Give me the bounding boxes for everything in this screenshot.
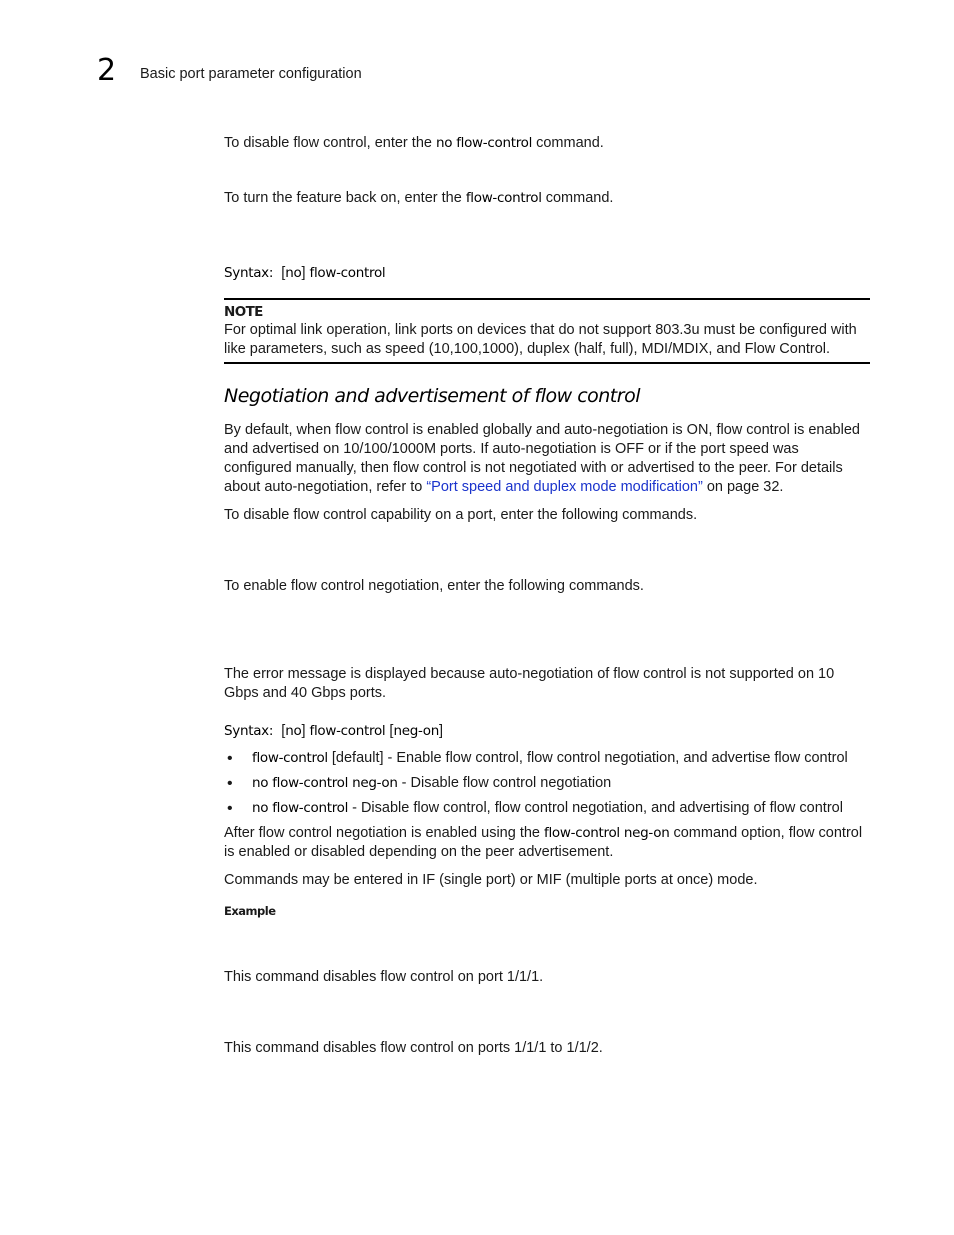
port-speed-link[interactable]: “Port speed and duplex mode modification” — [426, 479, 703, 495]
after-text-post: command option, flow control is enabled or disabled depending on the peer advertisement. — [224, 825, 863, 860]
example-label: Example — [224, 904, 276, 918]
syntax-bracket: [ — [281, 265, 286, 281]
syntax-line-1 — [224, 264, 872, 283]
syntax-command: flow-control — [309, 723, 386, 739]
syntax-line-2 — [224, 722, 872, 741]
disable-flow-control-paragraph — [224, 134, 872, 153]
bullet-command: no flow-control — [252, 800, 349, 816]
chapter-number: 2 — [97, 53, 117, 88]
syntax-option: neg-on — [393, 723, 440, 739]
p2-command: flow-control — [465, 190, 542, 206]
syntax-command: flow-control — [309, 265, 386, 281]
p2-text-post: command. — [541, 190, 614, 206]
syntax-bracket: [ — [281, 723, 286, 739]
bullet-marker: • — [227, 750, 233, 767]
bullet-item — [252, 774, 872, 793]
bullet-marker: • — [227, 800, 233, 817]
syntax-no: no — [285, 723, 302, 739]
note-title: NOTE — [224, 304, 263, 320]
p1-command: no flow-control — [435, 135, 533, 151]
syntax-bracket: ] — [301, 723, 310, 739]
bullet-item — [252, 799, 872, 818]
section-p1-text: By default, when flow control is enabled globally and auto-negotiation is ON, flow control is enabled and advertised on 10/100/1000M ports. If auto-negotiation is OFF or if the port speed was configured manually, then flow control is not negotiated with or advertised to the peer. For details about auto-negotiation, refer to — [224, 422, 860, 495]
syntax-no: no — [285, 265, 302, 281]
note-box — [224, 298, 870, 364]
section-heading: Negotiation and advertisement of flow control — [224, 385, 640, 407]
bullet-command: no flow-control neg-on — [252, 775, 398, 791]
after-text-pre: After flow control negotiation is enabled using the — [224, 825, 545, 841]
syntax-bracket: ] — [301, 265, 310, 281]
after-command: flow-control neg-on — [544, 825, 670, 841]
bullet-description: - Disable flow control negotiation — [397, 775, 612, 791]
syntax-bracket: [ — [385, 723, 394, 739]
modes-paragraph: Commands may be entered in IF (single port) or MIF (multiple ports at once) mode. — [224, 872, 758, 888]
bullet-description: [default] - Enable flow control, flow control negotiation, and advertise flow control — [327, 750, 848, 766]
example-1-description: This command disables flow control on port 1/1/1. — [224, 969, 544, 985]
after-negotiation-paragraph — [224, 824, 864, 862]
bullet-marker: • — [227, 775, 233, 792]
note-text: For optimal link operation, link ports on devices that do not support 803.3u must be configured with like parameters, such as speed (10,100,1000), duplex (half, full), MDI/MDIX, and Flow Control. — [224, 322, 857, 357]
section-p1-text-post: on page 32. — [702, 479, 784, 495]
p1-text-post: command. — [532, 135, 604, 151]
default-behavior-paragraph — [224, 421, 870, 497]
example-2-description: This command disables flow control on ports 1/1/1 to 1/1/2. — [224, 1040, 603, 1056]
syntax-label: Syntax: — [224, 723, 274, 739]
bullet-item — [252, 749, 872, 768]
p2-text-pre: To turn the feature back on, enter the — [224, 190, 466, 206]
p1-text-pre: To disable flow control, enter the — [224, 135, 436, 151]
bullet-command: flow-control — [252, 750, 328, 766]
bullet-description: - Disable flow control, flow control negotiation, and advertising of flow control — [348, 800, 843, 816]
syntax-bracket: ] — [439, 723, 444, 739]
syntax-label: Syntax: — [224, 265, 274, 281]
enable-negotiation-paragraph: To enable flow control negotiation, enter the following commands. — [224, 578, 644, 594]
enable-flow-control-paragraph — [224, 189, 872, 208]
disable-capability-paragraph: To disable flow control capability on a port, enter the following commands. — [224, 507, 698, 523]
chapter-title: Basic port parameter configuration — [140, 66, 362, 82]
error-message-paragraph: The error message is displayed because auto-negotiation of flow control is not supported on 10 Gbps and 40 Gbps ports. — [224, 666, 835, 701]
